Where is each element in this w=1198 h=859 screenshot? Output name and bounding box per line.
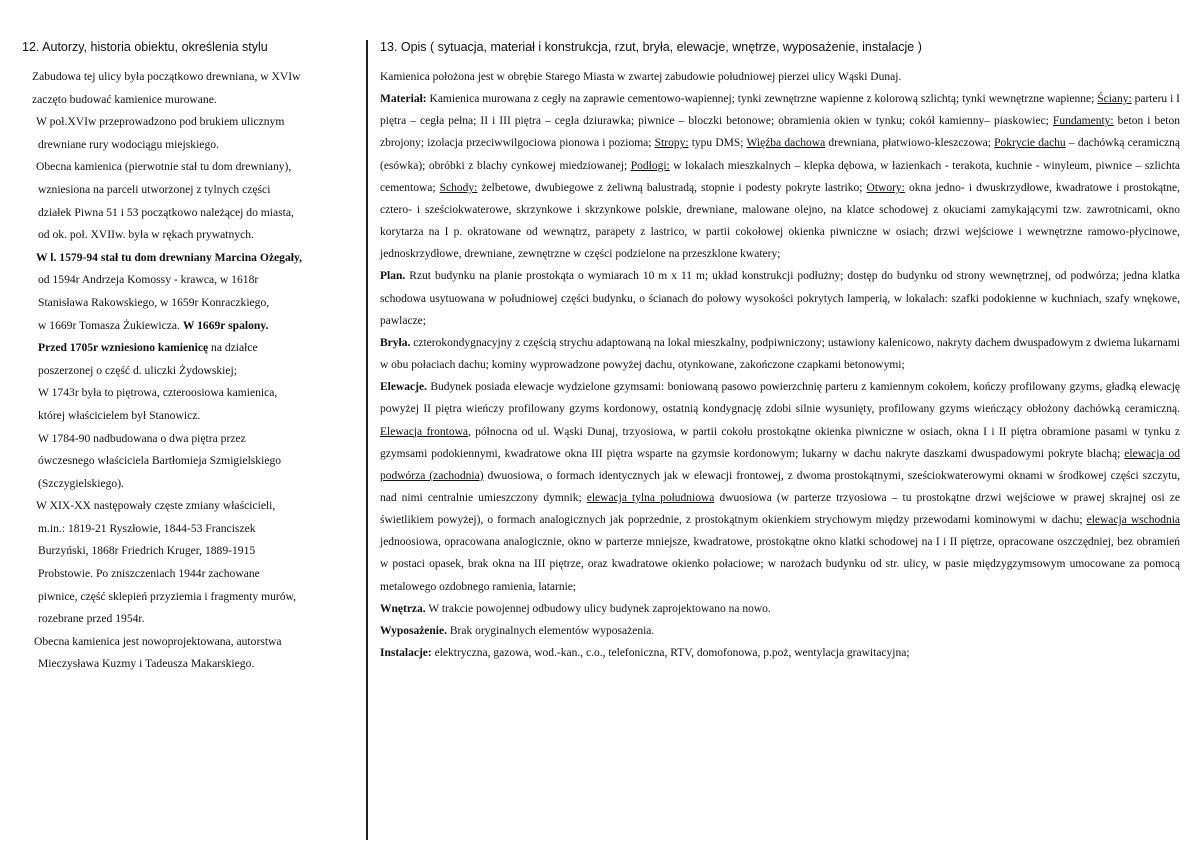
instalacje-text: elektryczna, gazowa, wod.-kan., c.o., telefoniczna, RTV, domofonowa, p.poż, wentylacja grawitacyjna; <box>431 647 910 660</box>
history-line-text: Mieczysława Kuzmy i Tadeusza Makarskiego. <box>38 657 255 671</box>
material-paragraph <box>380 88 1180 265</box>
history-line <box>22 179 352 202</box>
history-line-text: (Szczygielskiego). <box>38 476 124 490</box>
history-line <box>22 405 352 428</box>
wnetrza-paragraph <box>380 598 1180 620</box>
history-line-text: piwnice, część sklepień przyziemia i fragmenty murów, <box>38 589 297 603</box>
bryla-paragraph <box>380 332 1180 376</box>
plan-paragraph <box>380 265 1180 331</box>
material-label: Materiał: <box>380 93 427 106</box>
instalacje-paragraph <box>380 642 1180 664</box>
history-line <box>22 563 352 586</box>
elewacje-label: Elewacje. <box>380 381 427 394</box>
material-text: beton i beton zbrojony; izolacja przeciwwilgociowa pionowa i pozioma; <box>380 115 1180 150</box>
history-line <box>22 89 352 112</box>
wyposazenie-paragraph <box>380 620 1180 642</box>
section-12-heading: 12. Autorzy, historia obiektu, określenia stylu <box>22 40 268 54</box>
history-line-text: poszerzonej o część d. uliczki Żydowskiej; <box>38 363 237 377</box>
material-text: drewniana, płatwiowo-kleszczowa; <box>825 137 995 150</box>
material-text: – dachówką ceramiczną (esówka); obróbki z blachy cynkowej miedziowanej; <box>380 137 1180 172</box>
history-line <box>22 337 352 360</box>
roofing-label: Pokrycie dachu <box>994 137 1066 150</box>
material-text: okna jedno- i dwuskrzydłowe, kwadratowe i prostokątne, cztero- i sześciokwaterowe, skrzynkowe i skrzynkowe polskie, drewniane, malowane olejno, na klatce schodowej z okuciami zamykającymi tzw. zawrotnicami, okno korytarza na I p. okratowane od wewnątrz, parapety z lastrico, w partii cokołowej okienka piwniczne w osiach; drzwi wejściowe i wewnętrzne ramowo-płycinowe, jednoskrzydłowe, drewniane, zewnętrzne w części podzielone na przeszklone kwatery; <box>380 181 1180 261</box>
material-text: Kamienica murowana z cegły na zaprawie cementowo-wapiennej; tynki zewnętrzne wapienne z kolorową szlichtą; tynki wewnętrzne wapienne; <box>426 93 1098 106</box>
history-line-text: m.in.: 1819-21 Ryszłowie, 1844-53 Franciszek <box>38 521 256 535</box>
history-text <box>22 66 352 676</box>
elewacje-text: , północna od ul. Wąski Dunaj, trzyosiowa, w partii cokołu prostokątne okienka piwniczne w osiach, okna I i II piętra obramione pasami w tynku z gzymsami podokiennymi, kwadratowe okna III piętra wsparte na gzymsie kordonowym; lukarny w dachu nakryte daszkami dwuspadowymi pokryte blachą; <box>380 425 1180 460</box>
history-line <box>22 473 352 496</box>
history-line <box>22 360 352 383</box>
elewacje-text: dwuosiowa, o formach identycznych jak w elewacji frontowej, z dwoma prostokątnymi, sześciokwaterowymi oknami w środkowej części szczytu, nad nimi centralnie umieszczony dymnik; <box>380 469 1180 504</box>
plan-label: Plan. <box>380 270 406 283</box>
history-line <box>22 269 352 292</box>
history-line <box>22 518 352 541</box>
history-line-text: W 1784-90 nadbudowana o dwa piętra przez <box>38 431 246 445</box>
history-line <box>22 292 352 315</box>
history-line <box>22 540 352 563</box>
front-elevation-label: Elewacja frontowa <box>380 425 468 438</box>
history-line <box>22 111 352 134</box>
history-line-text: od ok. poł. XVIIw. była w rękach prywatnych. <box>38 228 254 242</box>
ceilings-label: Stropy: <box>654 137 689 150</box>
section-13-description <box>380 40 1180 664</box>
wnetrza-text: W trakcie powojennej odbudowy ulicy budynek zaprojektowano na nowo. <box>425 602 771 615</box>
history-line <box>22 586 352 609</box>
history-line <box>22 382 352 405</box>
history-line-text: W 1743r była to piętrowa, czteroosiowa kamienica, <box>38 386 278 400</box>
history-line <box>22 224 352 247</box>
floors-label: Podłogi: <box>630 159 670 172</box>
wyposazenie-text: Brak oryginalnych elementów wyposażenia. <box>446 624 655 637</box>
history-line-text: ówczesnego właściciela Bartłomieja Szmigielskiego <box>38 454 282 468</box>
history-line-text: działek Piwna 51 i 53 początkowo należącej do miasta, <box>38 205 294 219</box>
plan-text: Rzut budynku na planie prostokąta o wymiarach 10 m x 11 m; układ konstrukcji podłużny; dostęp do budynku od strony wewnętrznej, od podwórza; jedna klatka schodowa usytuowana w południowej części budynku, o ścianach do połowy wysokości pokrytych lamperią, w lokalach: szafki podokienne w kuchniach, szafy wnękowe, pawlacze; <box>380 270 1180 327</box>
history-line <box>22 653 352 676</box>
elewacje-text: jednoosiowa, opracowana analogicznie, okno w parterze mniejsze, kwadratowe, prostokątne okno klatki schodowej na I i II piętrze, opracowane oszczędniej, bez obramień w postaci opasek, brak okna na III piętrze, oraz kwadratowe okienko połaciowe; w narożach budynku od str. ulicy, w pasie międzygzymsowym umocowane za pomocą metalowego ozdobnego ramienia, latarnie; <box>380 536 1180 593</box>
history-line-text: drewniane rury wodociągu miejskiego. <box>38 137 219 151</box>
history-line-text: na działce <box>208 341 258 355</box>
history-line-bold: W 1669r spalony. <box>182 318 269 332</box>
history-line-text: której właścicielem był Stanowicz. <box>38 408 201 422</box>
history-line-text: Obecna kamienica (pierwotnie stał tu dom drewniany), <box>36 160 292 174</box>
history-line <box>22 247 352 270</box>
walls-label: Ściany: <box>1097 93 1132 106</box>
history-line-text: Zabudowa tej ulicy była początkowo drewniana, w XVIw <box>32 70 301 83</box>
material-text: w lokalach mieszkalnych – klepka dębowa, w łazienkach - terakota, kuchnie - winyleum, piwnice – szlichta cementowa; <box>380 159 1180 194</box>
history-line-text: rozebrane przed 1954r. <box>38 612 145 626</box>
history-line <box>22 134 352 157</box>
elewacje-paragraph <box>380 376 1180 598</box>
history-line-bold: Przed 1705r wzniesiono kamienicę <box>38 341 209 355</box>
history-line <box>22 66 352 89</box>
stairs-label: Schody: <box>439 181 478 194</box>
elewacje-text: dwuosiowa (w parterze trzyosiowa – tu prostokątne drzwi wejściowe w prawej skrajnej osi ze świetlikiem powyżej), o formach analogicznych jak poprzednie, z prostokątnym okienkiem strychowym między przewodami kominowymi w dachu; <box>380 491 1181 527</box>
history-line-text: Probstowie. Po zniszczeniach 1944r zachowane <box>38 567 260 581</box>
elewacje-text: Budynek posiada elewacje wydzielone gzymsami: boniowaną pasowo powierzchnię parteru z kamiennym cokołem, kończy profilowany gzyms, gładką elewację powyżej II piętra wieńczy profilowany gzyms kordonowy, ostatnią kondygnację zdobi silnie wysunięty, profilowany gzyms wieńczący obłożony dachówką ceramiczną. <box>380 381 1180 416</box>
history-line-text: W XIX-XX następowały częste zmiany właścicieli, <box>36 499 276 513</box>
history-line <box>22 608 352 631</box>
column-divider <box>366 40 368 840</box>
section-12-history <box>22 40 352 676</box>
foundations-label: Fundamenty: <box>1052 115 1114 128</box>
rear-elevation-label: elewacja tylna południowa <box>586 491 715 504</box>
courtyard-elevation-label: elewacja od podwórza (zachodnia) <box>380 447 1181 482</box>
bryla-text: czterokondygnacyjny z częścią strychu adaptowaną na lokal mieszkalny, podpiwniczony; ustawiony kalenicowo, nakryty dachem dwuspadowym z dwiema lukarnami w obu połaciach dachu; kominy wyprowadzone powyżej dachu, otynkowane, zakończone czapkami betonowymi; <box>380 336 1180 372</box>
east-elevation-label: elewacja wschodnia <box>1086 514 1180 527</box>
history-line-text: W l. 1579-94 stał tu dom drewniany Marcina Ożegały, <box>36 250 303 264</box>
openings-label: Otwory: <box>866 181 905 194</box>
wnetrza-label: Wnętrza. <box>380 602 426 615</box>
history-line <box>22 450 352 473</box>
material-text: parteru i I piętra – cegła pełna; II i III piętra – cegła dziurawka; piwnice – bloczki betonowe; obramienia okien w tynku; cokół kamienny– piaskowiec; <box>380 93 1180 128</box>
history-line <box>22 315 352 338</box>
material-text: typu DMS; <box>688 137 747 150</box>
history-line-text: Obecna kamienica jest nowoprojektowana, autorstwa <box>34 634 282 648</box>
history-line <box>22 156 352 179</box>
history-line <box>22 631 352 654</box>
history-line-text: w 1669r Tomasza Żukiewicza. <box>38 318 183 332</box>
intro-paragraph: Kamienica położona jest w obrębie Starego Miasta w zwartej zabudowie południowej pierzei ulicy Wąski Dunaj. <box>380 71 902 83</box>
history-line <box>22 495 352 518</box>
wyposazenie-label: Wyposażenie. <box>380 624 447 637</box>
history-line-text: od 1594r Andrzeja Komossy - krawca, w 1618r <box>38 273 259 287</box>
history-line-text: wzniesiona na parceli utworzonej z tylnych części <box>38 182 271 196</box>
history-line-text: W poł.XVIw przeprowadzono pod brukiem ulicznym <box>36 115 285 129</box>
history-line-text: zaczęto budować kamienice murowane. <box>32 92 217 106</box>
description-text <box>380 66 1180 664</box>
bryla-label: Bryła. <box>380 336 411 349</box>
history-line <box>22 428 352 451</box>
instalacje-label: Instalacje: <box>380 647 432 660</box>
section-13-heading: 13. Opis ( sytuacja, materiał i konstrukcja, rzut, bryła, elewacje, wnętrze, wyposażenie, instalacje ) <box>380 40 922 54</box>
history-line-text: Stanisława Rakowskiego, w 1659r Konraczkiego, <box>38 295 270 309</box>
history-line-text: Burzyński, 1868r Friedrich Kruger, 1889-1915 <box>38 544 256 558</box>
roof-truss-label: Więźba dachowa <box>746 137 826 150</box>
history-line <box>22 202 352 225</box>
material-text: żelbetowe, dwubiegowe z żeliwną balustradą, stopnie i podesty pokryte lastriko; <box>477 181 867 194</box>
